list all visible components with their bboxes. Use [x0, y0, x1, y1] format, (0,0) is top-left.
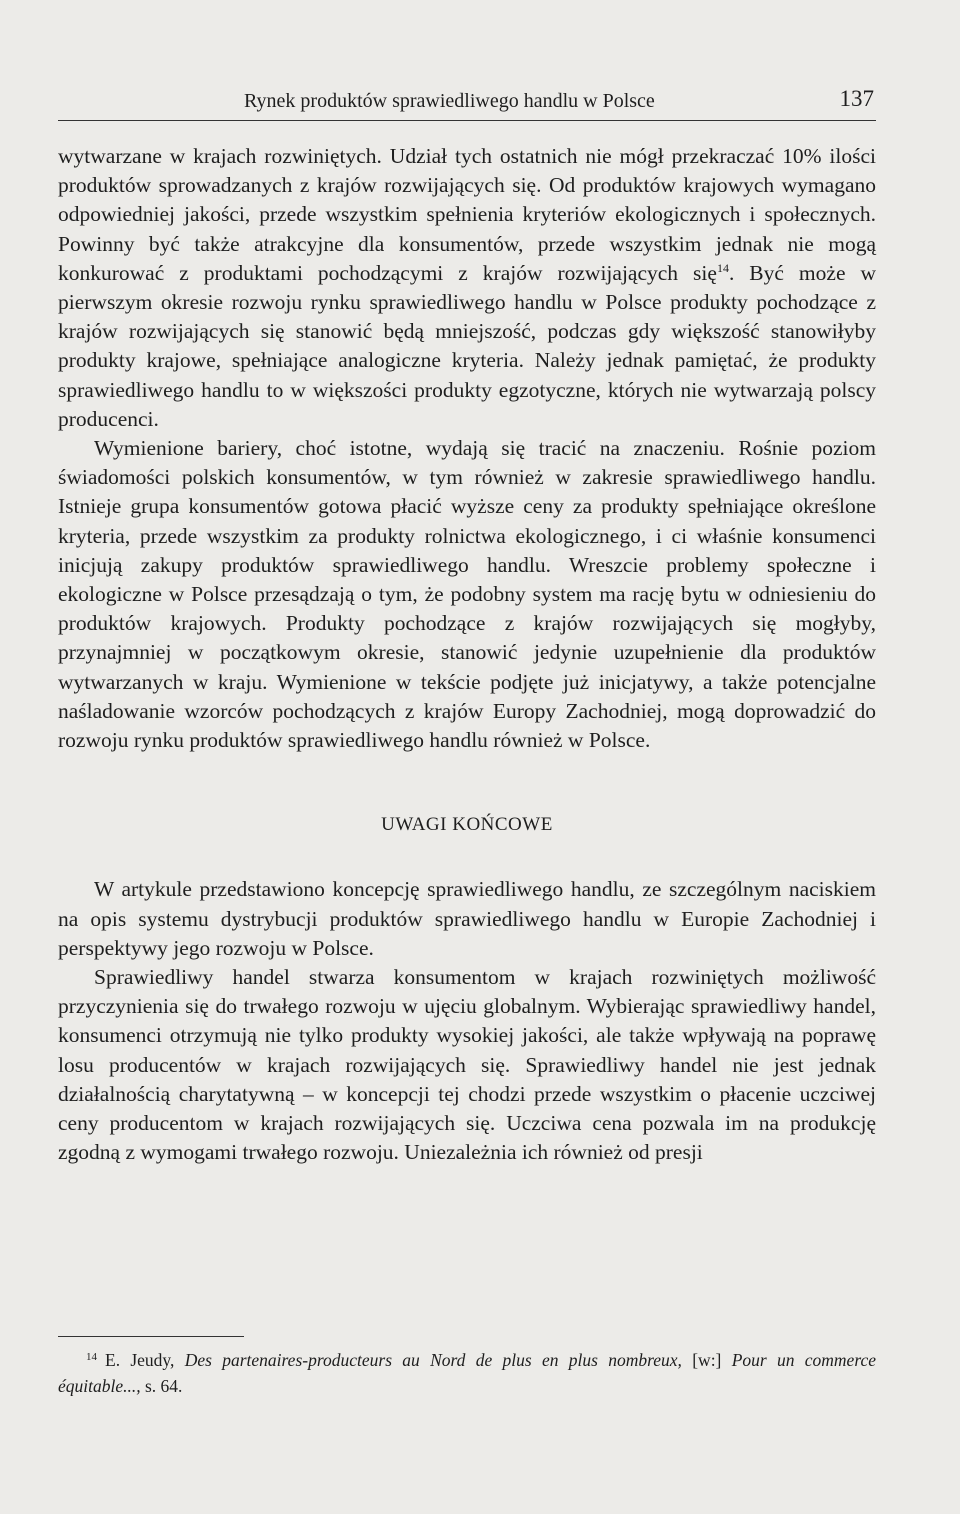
paragraph-1-text-b: . Być może w pierwszym okresie rozwoju rynku sprawiedliwego handlu w Polsce produkty pochodzące z krajów rozwijających się stanowić będą mniejszość, podczas gdy większość stanowiłyby produkty krajowe, spełniające analogiczne kryteria. Należy jednak pamiętać, że produkty sprawiedliwego handlu to w większości produkty egzotyczne, których nie wytwarzają polscy producenci. — [58, 260, 876, 431]
running-header — [58, 86, 876, 121]
footnote — [58, 1344, 876, 1399]
running-title: Rynek produktów sprawiedliwego handlu w Polsce — [244, 90, 655, 112]
section-title: UWAGI KOŃCOWE — [381, 814, 553, 836]
paragraph-3: W artykule przedstawiono koncepcję sprawiedliwego handlu, ze szczególnym naciskiem na opis systemu dystrybucji produktów sprawiedliwego handlu w Europie Zachodniej i perspektywy jego rozwoju w Polsce. — [58, 877, 876, 960]
footnote-divider — [58, 1336, 244, 1337]
footnote-in: [w:] — [692, 1350, 722, 1370]
footnote-reference: 14 — [716, 260, 729, 275]
footnote-source: Pour un commerce équitable..., — [58, 1350, 877, 1396]
footnote-page: s. 64. — [145, 1376, 183, 1396]
page-number: 137 — [839, 86, 874, 111]
footnote-title: Des partenaires-producteurs au Nord de plus en plus nombreux, — [184, 1350, 682, 1370]
footnote-mark: 14 — [86, 1351, 97, 1363]
paragraph-1 — [58, 142, 876, 434]
paragraph-2: Wymienione bariery, choć istotne, wydają się tracić na znaczeniu. Rośnie poziom świadomości polskich konsumentów, w tym również w zakresie sprawiedliwego handlu. Istnieje grupa konsumentów gotowa płacić wyższe ceny za produkty spełniające określone kryteria, przede wszystkim za produkty rolnictwa ekologicznego, i ci właśnie konsumenci inicjują zakupy produktów sprawiedliwego handlu. Wreszcie problemy społeczne i ekologiczne w Polsce przesądzają o tym, że podobny system ma rację bytu w odniesieniu do produktów krajowych. Produkty pochodzące z krajów rozwijających się mogłyby, przynajmniej w początkowym okresie, stanowić jedynie uzupełnienie dla produktów wytwarzanych w kraju. Wymienione w tekście podjęte już inicjatywy, a także potencjalne naśladowanie wzorców pochodzących z krajów Europy Zachodniej, mogą doprowadzić do rozwoju rynku produktów sprawiedliwego handlu również w Polsce. — [58, 436, 876, 753]
paragraph-1-text-a: wytwarzane w krajach rozwiniętych. Udział tych ostatnich nie mógł przekraczać 10% ilości produktów sprowadzanych z krajów rozwijających się. Od produktów krajowych wymagano odpowiedniej jakości, przede wszystkim spełnienia kryteriów ekologicznych i społecznych. Powinny być także atrakcyjne dla konsumentów, przede wszystkim jednak nie mogą konkurować z produktami pochodzącymi z krajów rozwijających się — [58, 144, 876, 285]
body-text — [58, 142, 876, 1168]
paragraph-4: Sprawiedliwy handel stwarza konsumentom w krajach rozwiniętych możliwość przyczynienia się do trwałego rozwoju w ujęciu globalnym. Wybierając sprawiedliwy handel, konsumenci otrzymują nie tylko produkty wysokiej jakości, ale także wpływają na poprawę losu producentów w krajach rozwijających się. Sprawiedliwy handel nie jest jednak działalnością charytatywną – w koncepcji tej chodzi przede wszystkim o płacenie uczciwej ceny producentom w krajach rozwijających się. Uczciwa cena pozwala im na produkcję zgodną z wymogami trwałego rozwoju. Uniezależnia ich również od presji — [58, 965, 876, 1165]
footnote-author: E. Jeudy, — [105, 1350, 175, 1370]
